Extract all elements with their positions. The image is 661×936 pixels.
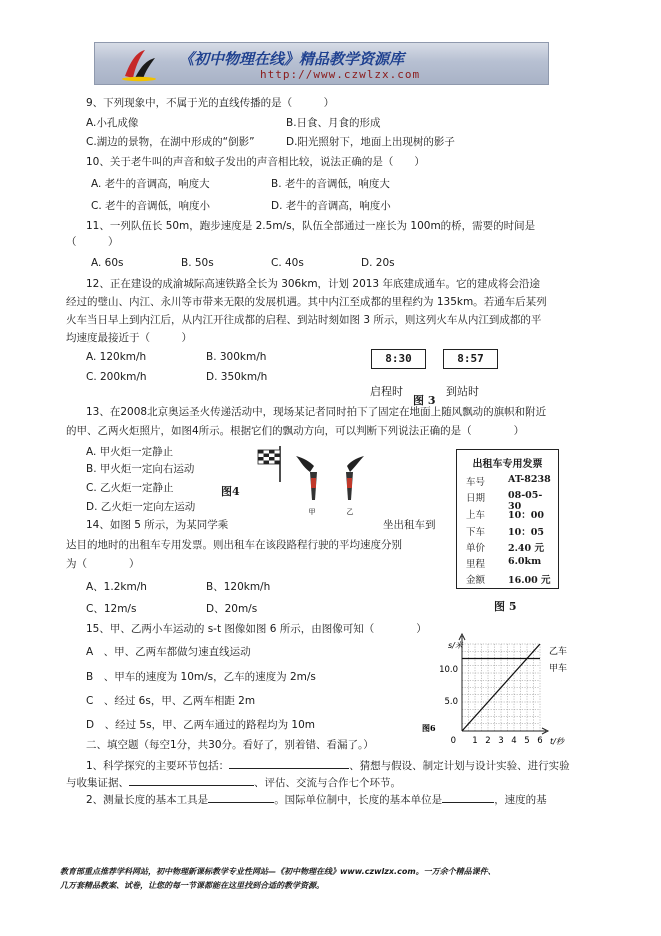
- q14-option-a: A、1.2km/h: [86, 581, 147, 593]
- footer-line-1: 教育部重点推荐学科网站，初中物理新课标教学专业性网站—《初中物理在线》www.czwlzx.com。一万余个精品课件、: [60, 867, 496, 876]
- figure-5-caption: 图 5: [494, 600, 517, 613]
- fill-1-blank-1[interactable]: [229, 757, 349, 769]
- fill-1-blank-2[interactable]: [129, 774, 254, 786]
- receipt-value: 16.00 元: [508, 575, 551, 586]
- x-tick-label: 4: [511, 736, 517, 746]
- torch-yi-label: 乙: [346, 508, 354, 516]
- q11-option-b: B. 50s: [181, 257, 214, 269]
- q11-answer-paren: （ ）: [66, 236, 119, 248]
- torch-yi-icon: [346, 456, 364, 500]
- q9-option-c: C.湖边的景物，在湖中形成的“倒影”: [86, 136, 255, 148]
- y-tick-10: 10.0: [439, 665, 458, 675]
- q15-option-a: A 、甲、乙两车都做匀速直线运动: [86, 646, 251, 658]
- question-14-line-1b: 坐出租车到: [383, 519, 436, 531]
- origin-label: 0: [450, 736, 456, 746]
- receipt-value: AT-8238: [508, 474, 551, 485]
- question-12-line-1: 12、正在建设的成渝城际高速铁路全长为 306km，计划 2013 年底建成通车。它的建成将会沿途: [86, 278, 540, 290]
- x-tick-label: 3: [498, 736, 504, 746]
- receipt-value: 08-05-30: [508, 490, 543, 512]
- section-2-heading: 二、填空题（每空1分，共30分。看好了，别着错、看漏了。）: [86, 739, 374, 751]
- q11-option-a: A. 60s: [91, 257, 124, 269]
- question-13-line-1: 13、在2008北京奥运圣火传递活动中，现场某记者同时拍下了固定在地面上随风飘动的旗帜和附近: [86, 406, 547, 418]
- x-tick-label: 5: [524, 736, 530, 746]
- q15-option-d: D 、经过 5s，甲、乙两车通过的路程均为 10m: [86, 719, 315, 731]
- q13-option-c: C. 乙火炬一定静止: [86, 482, 174, 494]
- question-14-line-3: 为（ ）: [66, 558, 140, 570]
- q9-option-b: B.日食、月食的形成: [286, 117, 381, 129]
- q9-option-a: A.小孔成像: [86, 117, 139, 129]
- x-tick-label: 1: [472, 736, 478, 746]
- fill-2: 2、测量长度的基本工具是 。国际单位制中，长度的基本单位是 ，速度的基: [86, 791, 547, 807]
- q14-option-c: C、12m/s: [86, 603, 137, 615]
- banner-title: 《初中物理在线》精品教学资源库: [179, 50, 405, 68]
- question-11: 11、一列队伍长 50m，跑步速度是 2.5m/s，队伍全部通过一座长为 100m的桥，需要的时间是: [86, 220, 536, 232]
- q11-option-d: D. 20s: [361, 257, 395, 269]
- q13-option-d: D. 乙火炬一定向左运动: [86, 501, 196, 513]
- y-axis-label: s/米: [448, 641, 463, 650]
- q12-option-b: B. 300km/h: [206, 351, 267, 363]
- fill-1-part-2: 与收集证据、 、评估、交流与合作七个环节。: [66, 774, 401, 790]
- receipt-value: 10：05: [508, 527, 544, 538]
- question-12-line-4: 均速度最接近于（ ）: [66, 332, 192, 344]
- site-banner[interactable]: [94, 42, 549, 85]
- fill-2-blank-1[interactable]: [208, 791, 274, 803]
- question-9: 9、下列现象中，不属于光的直线传播的是（ ）: [86, 97, 335, 109]
- question-15: 15、甲、乙两小车运动的 s-t 图像如图 6 所示，由图像可知（ ）: [86, 623, 427, 635]
- q14-option-b: B、120km/h: [206, 581, 271, 593]
- figure-4-illustration: [250, 442, 370, 518]
- x-tick-label: 6: [537, 736, 543, 746]
- question-12-line-3: 火车当日早上到内江后，从内江开往成都的启程、到站时刻如图 3 所示，则这列火车从内江到成都的平: [66, 314, 542, 326]
- departure-label: 启程时: [370, 385, 403, 398]
- y-tick-5: 5.0: [444, 697, 458, 707]
- question-12-line-2: 经过的璧山、内江、永川等市带来无限的发展机遇。其中内江至成都的里程约为 135km。若通车后某列: [66, 296, 547, 308]
- q15-option-b: B 、甲车的速度为 10m/s，乙车的速度为 2m/s: [86, 671, 316, 683]
- receipt-key: 上车: [466, 510, 486, 521]
- q12-option-a: A. 120km/h: [86, 351, 147, 363]
- receipt-key: 单价: [466, 543, 486, 554]
- receipt-key: 车号: [466, 477, 486, 488]
- legend-yi: 乙车: [549, 647, 568, 657]
- x-axis-label: t/秒: [550, 737, 564, 746]
- receipt-value: 10：00: [508, 510, 544, 521]
- site-logo-icon: [119, 46, 159, 82]
- torch-jia-icon: [296, 456, 317, 500]
- banner-url[interactable]: http://www.czwlzx.com: [260, 68, 421, 81]
- q14-option-d: D、20m/s: [206, 603, 258, 615]
- question-14-line-2: 达目的地时的出租车专用发票。则出租车在该段路程行驶的平均速度分别: [66, 539, 402, 551]
- st-graph-figure-6: [418, 628, 578, 750]
- receipt-key: 日期: [466, 493, 486, 504]
- receipt-title: 出租车专用发票: [472, 459, 543, 470]
- x-tick-labels: [472, 736, 542, 746]
- question-13-line-2: 的甲、乙两火炬照片，如图4所示。根据它们的飘动方向，可以判断下列说法正确的是（ ）: [66, 425, 525, 437]
- q12-option-c: C. 200km/h: [86, 371, 147, 383]
- fill-1-part-1: 1、科学探究的主要环节包括： 、猜想与假设、制定计划与设计实验、进行实验: [86, 757, 570, 773]
- arrival-time-display: 8:57: [443, 349, 498, 369]
- receipt-key: 金额: [466, 575, 486, 586]
- torch-jia-label: 甲: [308, 508, 316, 516]
- x-tick-label: 2: [485, 736, 491, 746]
- footer-line-2: 几万套精品教案、试卷，让您的每一节课都能在这里找到合适的教学资源。: [60, 881, 324, 890]
- q12-option-d: D. 350km/h: [206, 371, 268, 383]
- q13-option-a: A. 甲火炬一定静止: [86, 446, 174, 458]
- q10-option-a: A. 老牛的音调高，响度大: [91, 178, 210, 190]
- q11-option-c: C. 40s: [271, 257, 304, 269]
- q10-option-b: B. 老牛的音调低，响度大: [271, 178, 390, 190]
- q10-option-c: C. 老牛的音调低，响度小: [91, 200, 211, 212]
- figure-6-caption: 图6: [422, 723, 436, 733]
- figure-3-caption: 图 3: [413, 394, 436, 407]
- q10-option-d: D. 老牛的音调高，响度小: [271, 200, 391, 212]
- taxi-receipt: [456, 449, 559, 589]
- q13-option-b: B. 甲火炬一定向右运动: [86, 463, 195, 475]
- question-10: 10、关于老牛叫的声音和蚊子发出的声音相比较，说法正确的是（ ）: [86, 156, 425, 168]
- receipt-value: 6.0km: [508, 556, 542, 567]
- legend-jia: 甲车: [549, 664, 568, 674]
- receipt-value: 2.40 元: [508, 543, 544, 554]
- q15-option-c: C 、经过 6s，甲、乙两车相距 2m: [86, 695, 256, 707]
- fill-2-blank-2[interactable]: [442, 791, 494, 803]
- question-14-line-1a: 14、如图 5 所示，为某同学乘: [86, 519, 229, 531]
- arrival-label: 到站时: [446, 385, 479, 398]
- receipt-key: 里程: [466, 559, 486, 570]
- receipt-key: 下车: [466, 527, 486, 538]
- departure-time-display: 8:30: [371, 349, 426, 369]
- figure-4-caption: 图4: [221, 485, 240, 498]
- flag-icon: [258, 446, 280, 482]
- q9-option-d: D.阳光照射下，地面上出现树的影子: [286, 136, 455, 148]
